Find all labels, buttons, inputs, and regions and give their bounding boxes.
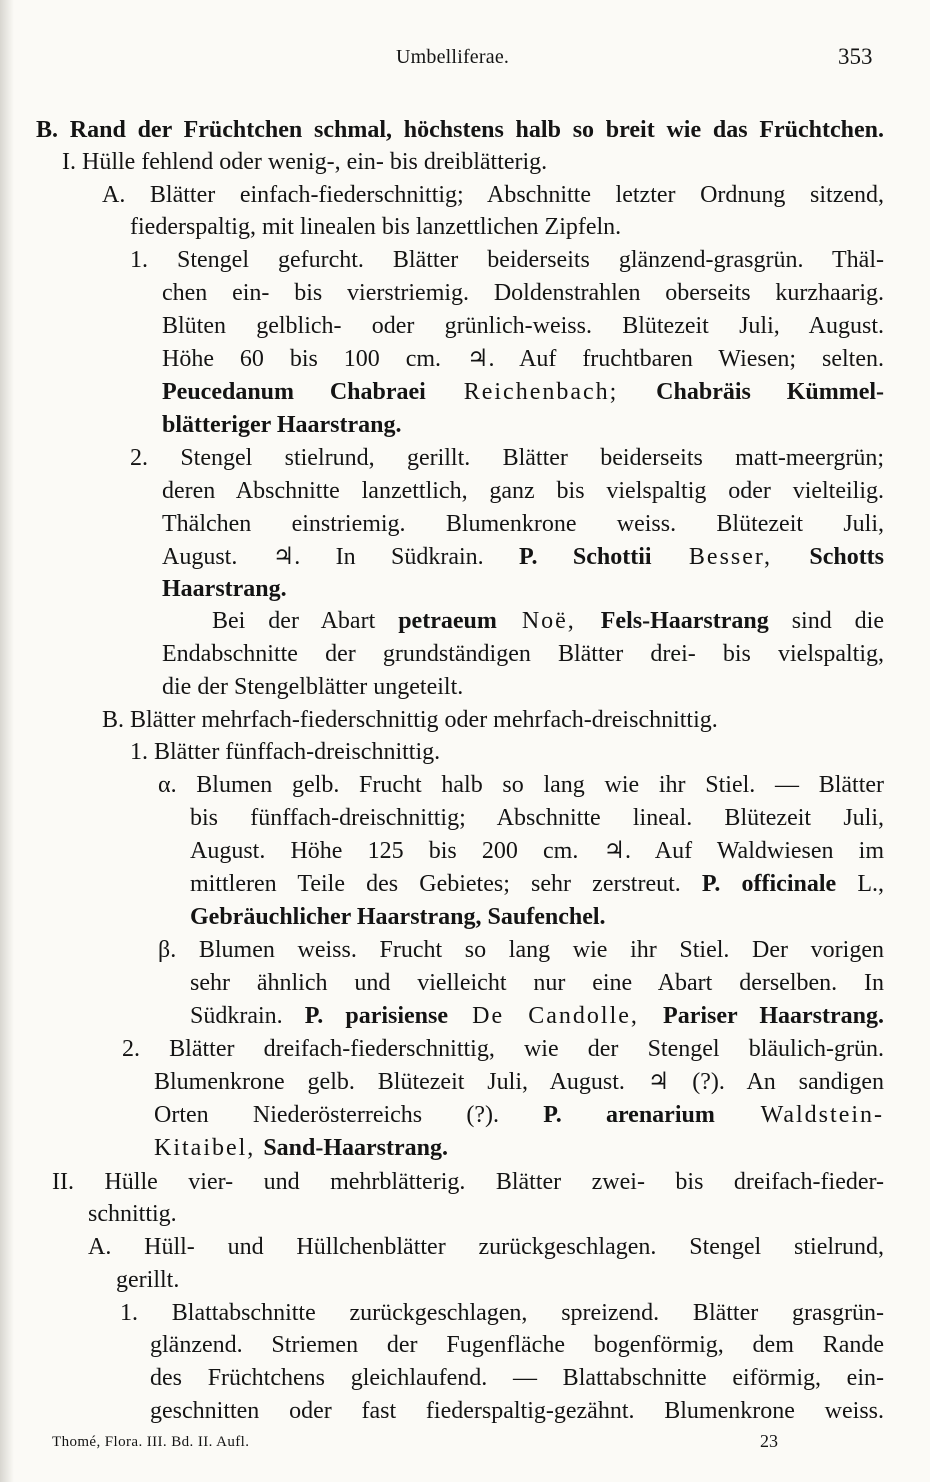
text-line: [162, 672, 494, 702]
text-line: [130, 212, 710, 242]
text-line: [190, 902, 694, 932]
text-run: L.,: [836, 871, 884, 897]
bold-name: Sand-Haarstrang.: [263, 1135, 448, 1161]
text-line: [162, 476, 884, 506]
text-line: [162, 509, 884, 539]
text-run: β. Blumen weiss. Frucht so lang wie ihr Stiel. Der vorigen: [158, 937, 884, 963]
bold-name: Schotts: [809, 544, 884, 570]
text-line: [116, 1265, 192, 1295]
text-run: Thälchen einstriemig. Blumenkrone weiss. Blütezeit Juli,: [162, 511, 884, 537]
text-run: 1. Stengel gefurcht. Blätter beiderseits glänzend-grasgrün. Thäl-: [130, 247, 884, 273]
text-line: [102, 705, 780, 735]
text-line: [130, 443, 884, 473]
text-run: deren Abschnitte lanzettlich, ganz bis vielspaltig oder vielteilig.: [162, 478, 884, 504]
footer-signature: Thomé, Flora. III. Bd. II. Aufl.: [52, 1434, 250, 1450]
bold-name: Pariser Haarstrang.: [663, 1003, 884, 1029]
text-line: [150, 1363, 884, 1393]
text-run: Höhe 60 bis 100 cm. ♃. Auf fruchtbaren Wiesen; selten.: [162, 346, 884, 372]
text-line: [162, 639, 884, 669]
bold-name: P. arenarium: [543, 1102, 715, 1128]
text-line: [212, 606, 884, 636]
text-run: Endabschnitte der grundständigen Blätter drei- bis vielspaltig,: [162, 641, 884, 667]
text-run: B. Blätter mehrfach-fiederschnittig oder mehrfach-dreischnittig.: [102, 707, 718, 733]
text-line: [150, 1396, 884, 1426]
bold-name: Fels-Haarstrang: [600, 608, 769, 634]
text-run: Südkrain.: [190, 1003, 305, 1029]
text-run: des Früchtchens gleichlaufend. — Blattabschnitte eiförmig, ein-: [150, 1365, 884, 1391]
text-line: [62, 147, 664, 177]
text-line: [162, 344, 884, 374]
text-run: sehr ähnlich und vielleicht nur eine Abart derselben. In: [190, 970, 884, 996]
text-line: [122, 1034, 884, 1064]
page-number: 353: [838, 44, 873, 69]
bold-name: petraeum: [398, 608, 497, 634]
footer-sheet-number: 23: [760, 1431, 778, 1451]
text-line: [130, 737, 494, 767]
text-run: II. Hülle vier- und mehrblätterig. Blätter zwei- bis dreifach-fieder-: [52, 1169, 884, 1195]
text-run: 1. Blätter fünffach-dreischnittig.: [130, 739, 441, 765]
text-line: [52, 1167, 884, 1197]
author-name: Besser,: [651, 544, 810, 570]
text-run: 2. Stengel stielrund, gerillt. Blätter beiderseits matt-meergrün;: [130, 445, 884, 471]
page-gutter-shadow: [0, 0, 14, 1482]
author-name: Reichenbach;: [425, 379, 657, 405]
text-line: [190, 803, 884, 833]
text-line: [154, 1100, 884, 1130]
text-line: [158, 935, 884, 965]
bold-name: P. parisiense: [304, 1003, 449, 1029]
text-run: I. Hülle fehlend oder wenig-, ein- bis dreiblätterig.: [62, 149, 548, 175]
text-line: [154, 1067, 884, 1097]
text-line: [88, 1199, 190, 1229]
text-line: [162, 278, 884, 308]
text-run: A. Hüll- und Hüllchenblätter zurückgeschlagen. Stengel stielrund,: [88, 1234, 884, 1260]
text-line: [88, 1232, 884, 1262]
text-line: [190, 836, 884, 866]
bold-name: Peucedanum Chabraei: [162, 379, 426, 405]
text-run: mittleren Teile des Gebietes; sehr zerstreut.: [190, 871, 702, 897]
text-run: 2. Blätter dreifach-fiederschnittig, wie der Stengel bläulich-grün.: [122, 1036, 884, 1062]
author-name: Kitaibel,: [154, 1135, 264, 1161]
text-line: [130, 245, 884, 275]
text-line: [162, 542, 884, 572]
text-run: schnittig.: [88, 1201, 177, 1227]
text-run: glänzend. Striemen der Fugenfläche bogenförmig, dem Rande: [150, 1332, 884, 1358]
text-run: bis fünffach-dreischnittig; Abschnitte lineal. Blütezeit Juli,: [190, 805, 884, 831]
text-run: A. Blätter einfach-fiederschnittig; Abschnitte letzter Ordnung sitzend,: [102, 182, 884, 208]
text-line: [158, 770, 884, 800]
text-line: [190, 968, 884, 998]
text-line: [162, 311, 884, 341]
text-line: [190, 1001, 884, 1031]
bold-name: Chabräis Kümmel-: [656, 379, 884, 405]
text-run: chen ein- bis vierstriemig. Doldenstrahlen oberseits kurzhaarig.: [162, 280, 884, 306]
text-run: August. ♃. In Südkrain.: [162, 544, 520, 570]
bold-name: P. officinale: [701, 871, 837, 897]
author-name: De Candolle,: [448, 1003, 664, 1029]
running-header-title: Umbelliferae.: [396, 46, 510, 68]
text-run: gerillt.: [116, 1267, 180, 1293]
text-line: [190, 869, 884, 899]
text-line: [162, 377, 884, 407]
text-run: Blüten gelblich- oder grünlich-weiss. Blütezeit Juli, August.: [162, 313, 884, 339]
text-line: [154, 1133, 500, 1163]
bold-name: blätteriger Haarstrang.: [162, 412, 402, 438]
text-line: [102, 180, 884, 210]
text-run: sind die: [768, 608, 884, 634]
text-line: [150, 1330, 884, 1360]
bold-name: Haarstrang.: [162, 576, 287, 602]
bold-name: B. Rand der Früchtchen schmal, höchstens halb so breit wie das Früchtchen.: [36, 117, 884, 143]
text-run: Blumenkrone gelb. Blütezeit Juli, August. ♃ (?). An sandigen: [154, 1069, 884, 1095]
author-name: Waldstein-: [714, 1102, 884, 1128]
text-run: August. Höhe 125 bis 200 cm. ♃. Auf Waldwiesen im: [190, 838, 884, 864]
text-run: 1. Blattabschnitte zurückgeschlagen, spreizend. Blätter grasgrün-: [120, 1300, 884, 1326]
text-line: [162, 574, 310, 604]
text-run: geschnitten oder fast fiederspaltig-gezähnt. Blumenkrone weiss.: [150, 1398, 884, 1424]
bold-name: P. Schottii: [519, 544, 652, 570]
text-run: die der Stengelblätter ungeteilt.: [162, 674, 464, 700]
text-run: fiederspaltig, mit linealen bis lanzettlichen Zipfeln.: [130, 214, 622, 240]
text-line: [120, 1298, 884, 1328]
text-line: [162, 410, 448, 440]
text-run: Bei der Abart: [212, 608, 399, 634]
text-run: Orten Niederösterreichs (?).: [154, 1102, 544, 1128]
author-name: Noë,: [496, 608, 601, 634]
text-run: α. Blumen gelb. Frucht halb so lang wie ihr Stiel. — Blätter: [158, 772, 884, 798]
text-line: [36, 115, 884, 145]
bold-name: Gebräuchlicher Haarstrang, Saufenchel.: [190, 904, 606, 930]
